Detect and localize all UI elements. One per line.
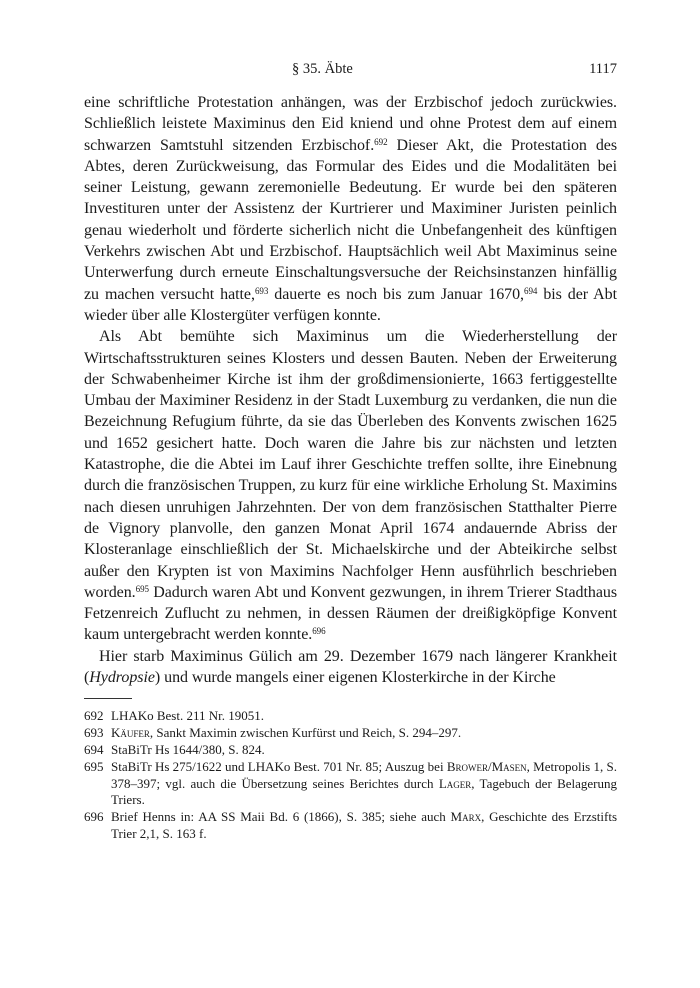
page-number: 1117: [589, 61, 617, 77]
footnote-text: [111, 759, 617, 809]
text-run: Brief Henns in: AA SS Maii Bd. 6 (1866), S. 385; siehe auch: [111, 809, 451, 825]
footnote-ref[interactable]: 694: [524, 285, 538, 296]
footnote: [84, 809, 617, 843]
footnote: [84, 759, 617, 809]
footnote: [84, 742, 617, 759]
footnote-text: [111, 725, 617, 742]
running-head: [84, 58, 617, 80]
footnote-text: [111, 742, 617, 759]
paragraph: [84, 92, 617, 326]
text-run: Dieser Akt, die Protestation des Abtes, deren Zurückweisung, das Formular des Eides und die Modalitäten bei seiner Leistung, gewann zeremonielle Bedeutung. Er wurde bei den späteren Investituren unter der Assistenz der Kurtrierer und Maximiner Juristen peinlich genau wiederholt und förderte sicherlich nicht die Unbefangenheit des künftigen Verkehrs zwischen Abt und Erzbischof. Hauptsächlich weil Abt Maximinus seine Unterwerfung durch erneute Einschaltungsversuche der Reichsinstanzen hinfällig zu machen versucht hatte,: [84, 136, 618, 303]
footnotes: [84, 708, 617, 842]
footnote-ref[interactable]: 692: [374, 136, 388, 147]
text-run: , Sankt Maximin zwischen Kurfürst und Reich, S. 294–297.: [149, 725, 462, 741]
footnote-ref[interactable]: 693: [254, 285, 269, 296]
author-name: Marx: [450, 809, 482, 825]
text-run: dauerte es noch bis zum Januar 1670,: [268, 285, 524, 303]
footnote-rule: [84, 698, 132, 699]
text-run: , Metropolis 1, S. 378–397; vgl. auch die Übersetzung seines Berichtes durch: [111, 758, 617, 791]
footnote-ref[interactable]: 695: [135, 583, 149, 594]
text-run: eine schriftliche Protestation anhängen, was der Erzbischof jedoch zurückwies. Schließlich leistete Maximinus den Eid kniend und ohne Protest dem auf einem schwarzen Samtstuhl sitzenden Erzbischof.: [84, 94, 617, 154]
paragraph: [84, 646, 617, 689]
text-run: StaBiTr Hs 275/1622 und LHAKo Best. 701 Nr. 85; Auszug bei: [111, 758, 447, 774]
footnote-text: [111, 809, 617, 843]
footnote: [84, 708, 617, 725]
text-run: StaBiTr Hs 1644/380, S. 824.: [111, 741, 265, 757]
footnote-number: 693: [84, 725, 104, 741]
footnote-number: 696: [84, 809, 104, 825]
body-text: [84, 92, 617, 688]
text-run: , Tagebuch der Belagerung Triers.: [111, 775, 617, 808]
author-name: Käufer: [111, 725, 150, 741]
text-run: Hier starb Maximinus Gülich am 29. Dezember 1679 nach längerer Krankheit (: [84, 647, 617, 687]
author-name: Lager: [438, 775, 472, 791]
section-title: § 35. Äbte: [292, 61, 353, 77]
footnote-number: 692: [84, 708, 104, 724]
footnote-text: [111, 708, 617, 725]
footnote-number: 695: [84, 758, 104, 774]
text-run: ) und wurde mangels einer eigenen Klosterkirche in der Kirche: [154, 669, 556, 687]
footnote-number: 694: [84, 741, 104, 757]
paragraph: [84, 326, 617, 645]
text-run: Als Abt bemühte sich Maximinus um die Wiederherstellung der Wirtschaftsstrukturen seines Klosters und dessen Bauten. Neben der Erweiterung der Schwabenheimer Kirche ist ihm der großdimensionierte, 1663 fertiggestellte Umbau der Maximiner Residenz in der Stadt Luxemburg zu verdanken, die nun die Bezeichnung Refugium führte, da sie das Überleben des Konvents zwischen 1625 und 1652 gesichert hatte. Doch waren die Jahre bis zur nächsten und letzten Katastrophe, die die Abtei im Lauf ihrer Geschichte treffen sollte, ihre Einebnung durch die französischen Truppen, zu kurz für eine wirkliche Erholung St. Maximins nach diesen unruhigen Jahrzehnten. Der von dem französischen Statthalter Pierre de Vignory planvolle, den ganzen Monat April 1674 andauernde Abriss der Klosteranlage einschließlich der St. Michaelskirche und der Abteikirche selbst außer den Krypten ist von Maximins Nachfolger Henn ausführlich beschrieben worden.: [84, 328, 617, 601]
text-run: Dadurch waren Abt und Konvent gezwungen, in ihrem Trierer Stadthaus Fetzenreich Zuflucht zu nehmen, in dessen Räumen der dreißigköpfige Konvent kaum untergebracht werden konnte.: [84, 583, 617, 644]
text-run: LHAKo Best. 211 Nr. 19051.: [111, 708, 264, 724]
italic-term: Hydropsie: [89, 669, 155, 687]
book-page: [84, 58, 617, 843]
footnote-ref[interactable]: 696: [312, 626, 326, 637]
author-name: Brower/Masen: [446, 758, 527, 774]
footnote: [84, 725, 617, 742]
text-run: bis der Abt wieder über alle Klostergüter verfügen konnte.: [84, 285, 618, 324]
text-run: , Geschichte des Erzstifts Trier 2,1, S. 163 f.: [111, 809, 617, 841]
